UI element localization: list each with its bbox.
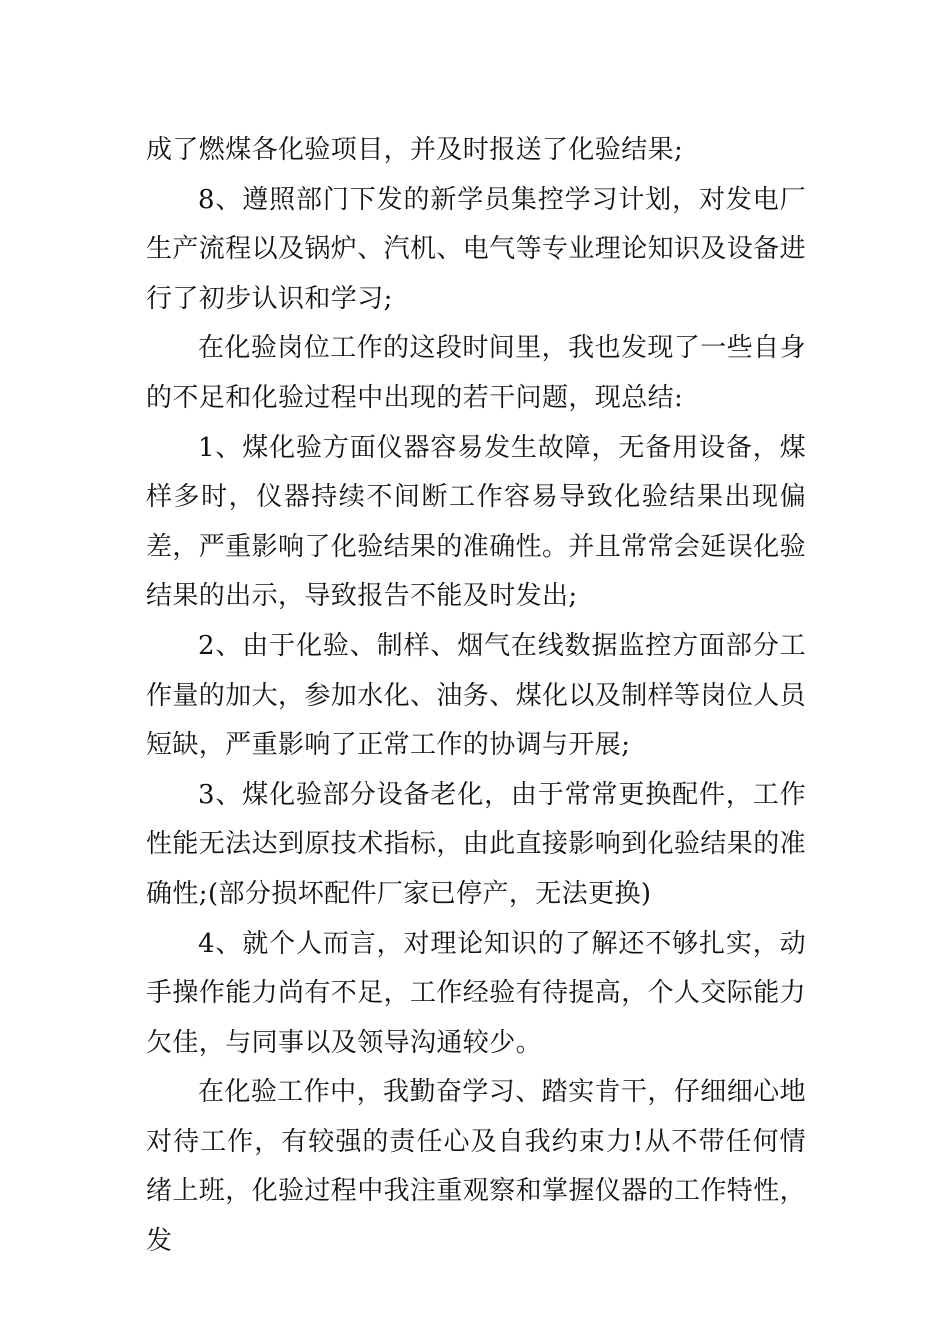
- paragraph-problem-2: 2、由于化验、制样、烟气在线数据监控方面部分工作量的加大，参加水化、油务、煤化以及制样等岗位人员短缺，严重影响了正常工作的协调与开展;: [146, 630, 807, 761]
- paragraph-problem-1: 1、煤化验方面仪器容易发生故障，无备用设备，煤样多时，仪器持续不间断工作容易导致化验结果出现偏差，严重影响了化验结果的准确性。并且常常会延误化验结果的出示，导致报告不能及时发出;: [146, 432, 807, 612]
- paragraph-problem-3: 3、煤化验部分设备老化，由于常常更换配件，工作性能无法达到原技术指标，由此直接影响到化验结果的准确性;(部分损坏配件厂家已停产，无法更换): [146, 779, 807, 909]
- paragraph-work-attitude: 在化验工作中，我勤奋学习、踏实肯干，仔细细心地对待工作，有较强的责任心及自我约束力!从不带任何情绪上班，化验过程中我注重观察和掌握仪器的工作特性，发: [146, 1077, 807, 1257]
- paragraph-problems-intro: 在化验岗位工作的这段时间里，我也发现了一些自身的不足和化验过程中出现的若干问题，现总结:: [146, 333, 806, 413]
- paragraph-continuation: 成了燃煤各化验项目，并及时报送了化验结果;: [146, 135, 684, 165]
- document-body: [146, 126, 806, 1267]
- paragraph-item-8: 8、遵照部门下发的新学员集控学习计划，对发电厂生产流程以及锅炉、汽机、电气等专业理论知识及设备进行了初步认识和学习;: [146, 184, 807, 314]
- paragraph-problem-4: 4、就个人而言，对理论知识的了解还不够扎实，动手操作能力尚有不足，工作经验有待提高，个人交际能力欠佳，与同事以及领导沟通较少。: [146, 928, 807, 1058]
